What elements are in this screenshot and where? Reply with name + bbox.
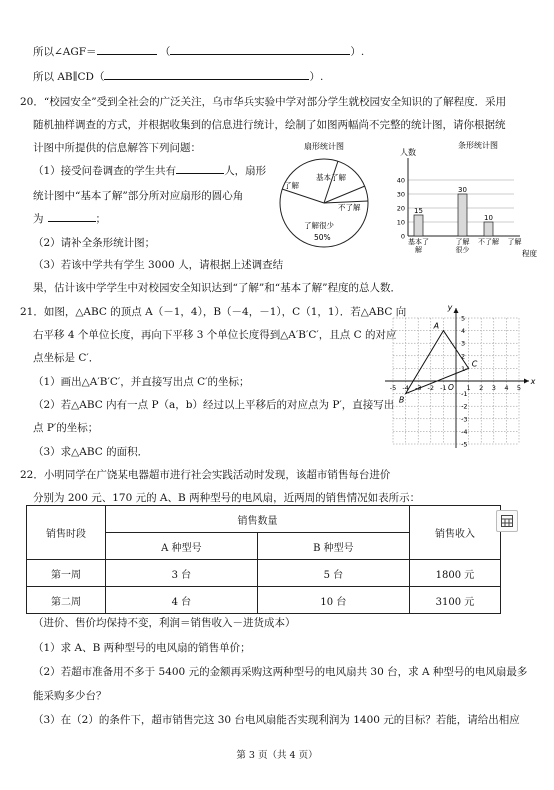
x-tick-label: 4 — [504, 384, 509, 392]
bar-category-label: 很少 — [455, 246, 470, 254]
q20-sub2: （2）请补全条形统计图； — [33, 237, 156, 249]
bar-category-label: 基本了 — [408, 238, 429, 246]
q21-para-1: 21．如图，△ABC 的顶点 A（－1，4），B（－4，－1），C（1，1）．若△ABC 向 — [20, 306, 407, 318]
y-tick-label: -1 — [461, 390, 468, 399]
table-cell-revenue: 3100 元 — [410, 587, 501, 614]
q20-sub1-line3 — [33, 211, 106, 226]
table-cell-a: 4 台 — [106, 587, 258, 614]
x-tick-label: -1 — [440, 384, 447, 392]
bar-value-label: 10 — [484, 214, 493, 222]
coordinate-grid — [376, 294, 554, 464]
y-axis-arrow — [454, 308, 459, 313]
q22-sub2-line1: （2）若超市准备用不多于 5400 元的金额再采购这两种型号的电风扇共 30 台，求 A 种型号的电风扇最多 — [33, 666, 528, 678]
pie-label: 50% — [314, 233, 331, 242]
y-tick-label: -4 — [461, 427, 468, 436]
q20-para-3: 计图中所提供的信息解答下列问题： — [33, 142, 201, 154]
bar-category-label: 不了解 — [478, 238, 499, 246]
y-axis-label: y — [447, 303, 453, 312]
q21-sub2-line2: 点 P′的坐标； — [33, 422, 99, 434]
x-tick-label: 3 — [491, 384, 496, 392]
x-tick-label: 1 — [466, 384, 471, 392]
table-cell-b: 10 台 — [257, 587, 409, 614]
x-tick-label: -5 — [389, 384, 397, 392]
table-row — [27, 587, 501, 614]
table-cell-period: 第二周 — [27, 587, 106, 614]
table-expand-button[interactable] — [496, 510, 518, 532]
ab-cd-paren-close: ）. — [309, 71, 324, 83]
q20-para-2: 随机抽样调查的方式，并根据收集到的信息进行统计，绘制了如图两幅尚不完整的统计图，请你根据统 — [33, 119, 506, 131]
table-icon — [501, 515, 513, 527]
pie-label: 不了解 — [338, 203, 361, 212]
q20-sub1-text-e: ； — [95, 213, 106, 225]
q22-para-2: 分别为 200 元、170 元的 A、B 两种型号的电风扇，近两周的销售情况如表所示： — [33, 492, 421, 504]
page-footer: 第 3 页（共 4 页） — [236, 750, 318, 761]
agf-line — [33, 44, 364, 59]
q22-sub3: （3）在（2）的条件下，超市销售完这 30 台电风扇能否实现利润为 1400 元的目标？若能，请给出相应 — [33, 714, 520, 726]
table-header-b: B 种型号 — [257, 533, 409, 560]
table-cell-revenue: 1800 元 — [410, 560, 501, 587]
q20-sub1-text-d: 为 — [33, 213, 44, 225]
table-cell-b: 5 台 — [257, 560, 409, 587]
y-tick-label: -5 — [461, 440, 468, 449]
q22-sub2-line2: 能采购多少台？ — [33, 690, 107, 702]
q20-angle-blank — [48, 212, 96, 222]
q20-para-1: 20．“校园安全”受到全社会的广泛关注，乌市华兵实验中学对部分学生就校园安全知识的了解程度．采用 — [20, 96, 507, 108]
y-tick-label: -2 — [461, 402, 468, 411]
bar-y-tick: 20 — [396, 204, 405, 213]
q21-sub3: （3）求△ABC 的面积． — [33, 446, 149, 458]
bar-category-label: 了解 — [455, 238, 470, 246]
q21-para-3: 点坐标是 C′． — [33, 352, 100, 364]
x-tick-label: -4 — [402, 384, 409, 392]
y-tick-label: 1 — [461, 364, 466, 373]
agf-reason-blank — [170, 45, 350, 55]
q20-sub3-line2: 果，估计该中学学生中对校园安全知识达到“了解”和“基本了解”程度的总人数． — [33, 282, 401, 294]
bar-ylabel: 人数 — [400, 148, 416, 157]
pie-title: 扇形统计图 — [304, 142, 344, 151]
agf-paren-close: ）. — [350, 46, 365, 58]
agf-paren-open: （ — [159, 46, 171, 58]
bar-value-label: 30 — [458, 186, 467, 194]
bar — [484, 222, 493, 236]
table-header-revenue: 销售收入 — [410, 506, 501, 560]
x-tick-label: 2 — [479, 384, 484, 392]
q21-para-2: 右平移 4 个单位长度，再向下平移 3 个单位长度得到△A′B′C′，且点 C 的对应 — [33, 329, 397, 341]
bar-xlabel: 程度 — [522, 249, 537, 258]
vertex-b-label: B — [398, 395, 405, 405]
bar-y-tick: 10 — [396, 218, 405, 227]
table-header-a: A 种型号 — [106, 533, 258, 560]
q22-para-1: 22．小明同学在广饶某电器超市进行社会实践活动时发现，该超市销售每台进价 — [20, 469, 391, 481]
q21-sub2-line1: （2）若△ABC 内有一点 P（a，b）经过以上平移后的对应点为 P′，直接写出 — [33, 399, 395, 411]
ab-cd-line — [33, 69, 323, 84]
q20-sub3-line1: （3）若该中学共有学生 3000 人，请根据上述调查结 — [33, 259, 284, 271]
pie-chart — [268, 138, 380, 258]
y-tick-label: 3 — [461, 339, 466, 348]
bar — [414, 215, 423, 236]
y-tick-label: -3 — [461, 415, 468, 424]
q20-sub1-text-b: 人，扇形 — [224, 165, 267, 177]
table-row — [27, 560, 501, 587]
pie-label: 基本了解 — [316, 173, 346, 182]
q20-total-blank — [176, 164, 224, 174]
sales-table — [26, 505, 501, 614]
origin-label: O — [448, 383, 454, 392]
x-tick-label: -2 — [427, 384, 435, 392]
y-tick-label: 2 — [461, 352, 466, 361]
q20-sub1-line1 — [33, 163, 266, 178]
bar-y-tick: 40 — [396, 176, 405, 185]
x-tick-label: -3 — [414, 384, 422, 392]
q21-sub1: （1）画出△A′B′C′，并直接写出点 C′的坐标； — [33, 376, 250, 388]
q20-sub1-text-a: （1）接受问卷调查的学生共有 — [33, 165, 177, 177]
bar-value-label: 15 — [414, 207, 423, 215]
y-tick-label: 5 — [461, 314, 466, 323]
bar-chart — [390, 138, 540, 260]
table-header-row — [27, 506, 501, 533]
pie-label: 了解 — [284, 181, 299, 190]
agf-text: 所以∠AGF＝ — [33, 46, 97, 58]
table-header-quantity: 销售数量 — [106, 506, 410, 533]
q22-note: （进价、售价均保持不变，利润＝销售收入－进货成本） — [33, 617, 296, 629]
table-cell-a: 3 台 — [106, 560, 258, 587]
y-tick-label: 4 — [461, 327, 466, 336]
vertex-a-label: A — [433, 321, 440, 331]
bar-y-tick: 0 — [400, 232, 405, 241]
table-header-period: 销售时段 — [27, 506, 106, 560]
x-axis-arrow — [524, 379, 529, 384]
x-axis-label: x — [530, 377, 536, 386]
x-tick-label: 5 — [516, 384, 522, 392]
ab-cd-text: 所以 AB∥CD（ — [33, 71, 105, 83]
bar — [458, 194, 467, 236]
vertex-c-label: C — [471, 359, 478, 369]
bar-title: 条形统计图 — [458, 141, 498, 150]
pie-label: 了解很少 — [304, 221, 334, 230]
agf-blank — [97, 45, 157, 55]
bar-category-label: 解 — [415, 246, 422, 254]
ab-cd-blank — [104, 70, 309, 80]
bar-y-tick: 30 — [396, 190, 405, 199]
table-cell-period: 第一周 — [27, 560, 106, 587]
q22-sub1: （1）求 A、B 两种型号的电风扇的销售单价； — [33, 642, 251, 654]
q20-sub1-line2: 统计图中“基本了解”部分所对应扇形的圆心角 — [33, 190, 244, 202]
bar-category-label: 了解 — [507, 238, 522, 246]
